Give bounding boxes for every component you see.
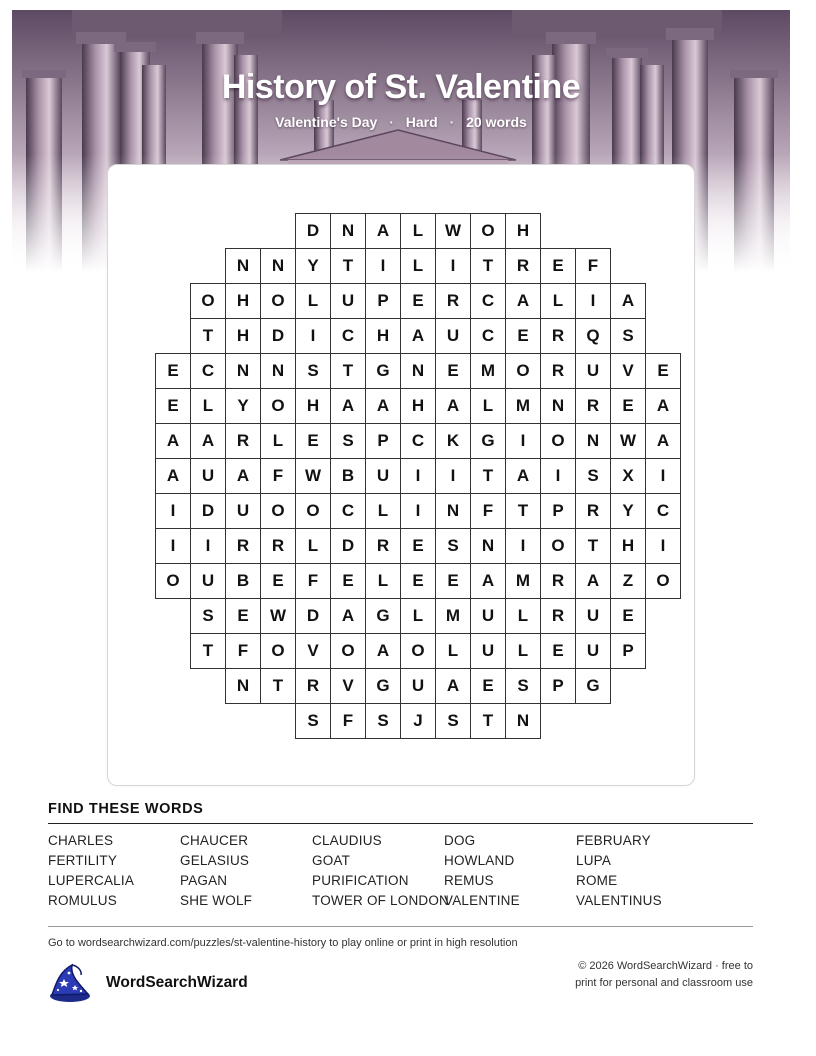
grid-cell[interactable]: R — [540, 563, 576, 599]
grid-cell[interactable]: W — [610, 423, 646, 459]
grid-cell[interactable]: T — [575, 528, 611, 564]
grid-cell[interactable]: Y — [295, 248, 331, 284]
grid-cell[interactable]: G — [470, 423, 506, 459]
grid-cell[interactable]: F — [295, 563, 331, 599]
word-list-item: HOWLAND — [444, 853, 515, 868]
grid-cell[interactable]: M — [435, 598, 471, 634]
grid-cell[interactable]: I — [505, 423, 541, 459]
grid-cell[interactable]: A — [435, 668, 471, 704]
grid-cell[interactable]: T — [470, 703, 506, 739]
grid-cell[interactable]: O — [260, 388, 296, 424]
grid-cell[interactable]: E — [330, 563, 366, 599]
grid-cell[interactable]: O — [190, 283, 226, 319]
separator-dot: · — [389, 114, 394, 130]
grid-cell[interactable]: O — [645, 563, 681, 599]
word-list-item: PURIFICATION — [312, 873, 409, 888]
grid-cell[interactable]: U — [470, 598, 506, 634]
word-list-item: VALENTINUS — [576, 893, 662, 908]
grid-cell[interactable]: E — [540, 248, 576, 284]
grid-cell[interactable]: A — [365, 633, 401, 669]
grid-cell[interactable]: W — [435, 213, 471, 249]
word-list-item: GELASIUS — [180, 853, 250, 868]
grid-cell[interactable]: F — [470, 493, 506, 529]
grid-cell[interactable]: A — [505, 283, 541, 319]
grid-cell[interactable]: N — [225, 248, 261, 284]
grid-cell[interactable]: A — [645, 388, 681, 424]
word-list-item: CHAUCER — [180, 833, 249, 848]
grid-cell[interactable]: A — [575, 563, 611, 599]
grid-cell[interactable]: U — [470, 633, 506, 669]
grid-cell[interactable]: T — [330, 248, 366, 284]
grid-cell[interactable]: K — [435, 423, 471, 459]
grid-cell[interactable]: T — [470, 458, 506, 494]
grid-cell[interactable]: E — [400, 563, 436, 599]
grid-cell[interactable]: O — [540, 528, 576, 564]
grid-cell[interactable]: O — [540, 423, 576, 459]
grid-cell[interactable]: I — [400, 493, 436, 529]
grid-cell[interactable]: U — [365, 458, 401, 494]
grid-cell[interactable]: U — [330, 283, 366, 319]
grid-cell[interactable]: B — [225, 563, 261, 599]
word-list-item: LUPA — [576, 853, 612, 868]
grid-cell[interactable]: N — [225, 353, 261, 389]
grid-cell[interactable]: G — [365, 353, 401, 389]
brand[interactable] — [48, 963, 248, 1003]
grid-cell[interactable]: A — [610, 283, 646, 319]
grid-cell[interactable]: R — [225, 528, 261, 564]
grid-cell[interactable]: P — [540, 668, 576, 704]
grid-cell[interactable]: W — [295, 458, 331, 494]
grid-cell[interactable]: D — [260, 318, 296, 354]
grid-cell[interactable]: L — [365, 563, 401, 599]
grid-cell[interactable]: T — [505, 493, 541, 529]
grid-cell[interactable]: V — [330, 668, 366, 704]
grid-cell[interactable]: L — [400, 213, 436, 249]
footer-url-text: Go to wordsearchwizard.com/puzzles/st-valentine-history to play online or print in high resolution — [48, 937, 518, 949]
grid-cell[interactable]: R — [575, 388, 611, 424]
grid-cell[interactable]: A — [470, 563, 506, 599]
grid-cell[interactable]: I — [505, 528, 541, 564]
grid-cell[interactable]: G — [575, 668, 611, 704]
grid-cell[interactable]: R — [225, 423, 261, 459]
grid-cell[interactable]: P — [365, 423, 401, 459]
grid-cell[interactable]: P — [365, 283, 401, 319]
grid-cell[interactable]: R — [295, 668, 331, 704]
grid-cell[interactable]: L — [505, 598, 541, 634]
theme-label: Valentine's Day — [275, 114, 378, 130]
grid-cell[interactable]: C — [470, 283, 506, 319]
grid-cell[interactable]: S — [435, 528, 471, 564]
puzzle-title: History of St. Valentine — [221, 68, 581, 106]
grid-cell[interactable]: E — [155, 353, 191, 389]
word-list-item: TOWER OF LONDON — [312, 893, 450, 908]
grid-cell[interactable]: S — [365, 703, 401, 739]
grid-cell[interactable]: E — [540, 633, 576, 669]
word-list-item: ROMULUS — [48, 893, 117, 908]
grid-cell[interactable]: C — [330, 493, 366, 529]
grid-cell[interactable]: A — [645, 423, 681, 459]
grid-cell[interactable]: E — [260, 563, 296, 599]
grid-cell[interactable]: O — [155, 563, 191, 599]
grid-cell[interactable]: I — [435, 458, 471, 494]
grid-cell[interactable]: S — [575, 458, 611, 494]
grid-cell[interactable]: O — [260, 633, 296, 669]
grid-cell[interactable]: H — [610, 528, 646, 564]
grid-cell[interactable]: L — [295, 528, 331, 564]
grid-cell[interactable]: E — [435, 563, 471, 599]
grid-cell[interactable]: H — [505, 213, 541, 249]
grid-cell[interactable]: E — [225, 598, 261, 634]
grid-cell[interactable]: I — [400, 458, 436, 494]
grid-cell[interactable]: J — [400, 703, 436, 739]
grid-cell[interactable]: U — [225, 493, 261, 529]
grid-cell[interactable]: L — [400, 248, 436, 284]
grid-cell[interactable]: E — [505, 318, 541, 354]
word-list-item: DOG — [444, 833, 476, 848]
grid-cell[interactable]: P — [540, 493, 576, 529]
grid-cell[interactable]: O — [400, 633, 436, 669]
grid-cell[interactable]: O — [260, 493, 296, 529]
grid-cell[interactable]: N — [435, 493, 471, 529]
grid-cell[interactable]: N — [260, 248, 296, 284]
grid-cell[interactable]: O — [295, 493, 331, 529]
grid-cell[interactable]: A — [190, 423, 226, 459]
word-count-label: 20 words — [466, 114, 527, 130]
grid-cell[interactable]: D — [190, 493, 226, 529]
footer-divider — [48, 926, 753, 927]
grid-cell[interactable]: H — [225, 318, 261, 354]
grid-cell[interactable]: L — [540, 283, 576, 319]
grid-cell[interactable]: E — [610, 598, 646, 634]
grid-cell[interactable]: N — [330, 213, 366, 249]
grid-cell[interactable]: A — [330, 598, 366, 634]
grid-cell[interactable]: R — [435, 283, 471, 319]
grid-cell[interactable]: I — [645, 458, 681, 494]
copyright-text: © 2026 WordSearchWizard · free to print for personal and classroom use — [575, 960, 753, 989]
grid-cell[interactable]: U — [190, 458, 226, 494]
grid-cell[interactable]: I — [365, 248, 401, 284]
grid-cell[interactable]: D — [295, 213, 331, 249]
grid-cell[interactable]: T — [470, 248, 506, 284]
grid-cell[interactable]: C — [645, 493, 681, 529]
grid-cell[interactable]: U — [190, 563, 226, 599]
grid-cell[interactable]: U — [400, 668, 436, 704]
grid-cell[interactable]: B — [330, 458, 366, 494]
grid-cell[interactable]: C — [330, 318, 366, 354]
grid-cell[interactable]: N — [400, 353, 436, 389]
separator-dot: · — [449, 114, 455, 130]
grid-cell[interactable]: H — [365, 318, 401, 354]
puzzle-subtitle — [12, 114, 790, 130]
word-list-item: FEBRUARY — [576, 833, 651, 848]
grid-cell[interactable]: C — [190, 353, 226, 389]
grid-cell[interactable]: I — [295, 318, 331, 354]
grid-cell[interactable]: A — [155, 458, 191, 494]
grid-cell[interactable]: I — [435, 248, 471, 284]
grid-cell[interactable]: I — [645, 528, 681, 564]
grid-cell[interactable]: R — [575, 493, 611, 529]
grid-cell[interactable]: Y — [225, 388, 261, 424]
grid-cell[interactable]: D — [330, 528, 366, 564]
grid-cell[interactable]: A — [365, 388, 401, 424]
word-list-item: FERTILITY — [48, 853, 118, 868]
grid-cell[interactable]: S — [190, 598, 226, 634]
grid-cell[interactable]: C — [400, 423, 436, 459]
grid-cell[interactable]: F — [575, 248, 611, 284]
grid-cell[interactable]: T — [190, 633, 226, 669]
grid-cell[interactable]: R — [505, 248, 541, 284]
grid-cell[interactable]: S — [610, 318, 646, 354]
grid-cell[interactable]: M — [470, 353, 506, 389]
grid-cell[interactable]: S — [330, 423, 366, 459]
grid-cell[interactable]: I — [540, 458, 576, 494]
grid-cell[interactable]: N — [505, 703, 541, 739]
grid-cell[interactable]: P — [610, 633, 646, 669]
grid-cell[interactable]: F — [225, 633, 261, 669]
grid-cell[interactable]: C — [470, 318, 506, 354]
wizard-hat-icon — [48, 963, 92, 1003]
grid-cell[interactable]: A — [330, 388, 366, 424]
grid-cell[interactable]: L — [260, 423, 296, 459]
word-list-item: LUPERCALIA — [48, 873, 135, 888]
grid-cell[interactable]: A — [505, 458, 541, 494]
grid-cell[interactable]: O — [260, 283, 296, 319]
grid-cell[interactable]: E — [155, 388, 191, 424]
grid-cell[interactable]: X — [610, 458, 646, 494]
grid-cell[interactable]: R — [365, 528, 401, 564]
brand-name: WordSearchWizard — [106, 974, 248, 991]
grid-cell[interactable]: V — [295, 633, 331, 669]
grid-cell[interactable]: E — [610, 388, 646, 424]
grid-cell[interactable]: E — [645, 353, 681, 389]
grid-cell[interactable]: N — [260, 353, 296, 389]
grid-cell[interactable]: I — [575, 283, 611, 319]
grid-cell[interactable]: N — [540, 388, 576, 424]
grid-cell[interactable]: N — [225, 668, 261, 704]
grid-cell[interactable]: F — [260, 458, 296, 494]
grid-cell[interactable]: I — [190, 528, 226, 564]
word-list-item: VALENTINE — [444, 893, 520, 908]
grid-cell[interactable]: L — [505, 633, 541, 669]
grid-cell[interactable]: U — [575, 353, 611, 389]
letter-grid[interactable] — [155, 213, 680, 738]
grid-cell[interactable]: S — [435, 703, 471, 739]
grid-cell[interactable]: U — [435, 318, 471, 354]
grid-cell[interactable]: A — [400, 318, 436, 354]
grid-cell[interactable]: I — [155, 528, 191, 564]
grid-cell[interactable]: R — [540, 598, 576, 634]
grid-cell[interactable]: U — [575, 598, 611, 634]
word-list-item: ROME — [576, 873, 618, 888]
grid-cell[interactable]: L — [435, 633, 471, 669]
grid-cell[interactable]: T — [330, 353, 366, 389]
grid-cell[interactable]: M — [505, 388, 541, 424]
word-list-item: CLAUDIUS — [312, 833, 382, 848]
grid-cell[interactable]: E — [400, 283, 436, 319]
word-list-item: SHE WOLF — [180, 893, 253, 908]
grid-cell[interactable]: L — [190, 388, 226, 424]
grid-cell[interactable]: H — [400, 388, 436, 424]
grid-cell[interactable]: S — [505, 668, 541, 704]
difficulty-label: Hard — [405, 114, 438, 130]
grid-cell[interactable]: Z — [610, 563, 646, 599]
word-list-item: GOAT — [312, 853, 351, 868]
grid-cell[interactable]: R — [540, 353, 576, 389]
grid-cell[interactable]: R — [540, 318, 576, 354]
grid-cell[interactable]: O — [470, 213, 506, 249]
grid-cell[interactable]: E — [400, 528, 436, 564]
grid-cell[interactable]: E — [435, 353, 471, 389]
grid-cell[interactable]: N — [470, 528, 506, 564]
grid-cell[interactable]: H — [225, 283, 261, 319]
grid-cell[interactable]: O — [330, 633, 366, 669]
grid-cell[interactable]: L — [400, 598, 436, 634]
grid-cell[interactable]: Y — [610, 493, 646, 529]
grid-cell[interactable]: L — [295, 283, 331, 319]
grid-cell[interactable]: N — [575, 423, 611, 459]
word-list-item: REMUS — [444, 873, 494, 888]
grid-cell[interactable]: I — [155, 493, 191, 529]
grid-cell[interactable]: A — [225, 458, 261, 494]
grid-cell[interactable]: E — [470, 668, 506, 704]
grid-cell[interactable]: A — [155, 423, 191, 459]
grid-cell[interactable]: L — [365, 493, 401, 529]
word-list-heading: FIND THESE WORDS — [48, 801, 204, 817]
grid-cell[interactable]: T — [190, 318, 226, 354]
word-list-item: PAGAN — [180, 873, 228, 888]
grid-cell[interactable]: O — [505, 353, 541, 389]
grid-cell[interactable]: M — [505, 563, 541, 599]
grid-cell[interactable]: S — [295, 353, 331, 389]
grid-cell[interactable]: S — [295, 703, 331, 739]
grid-cell[interactable]: F — [330, 703, 366, 739]
grid-cell[interactable]: L — [470, 388, 506, 424]
grid-cell[interactable]: E — [295, 423, 331, 459]
grid-cell[interactable]: A — [365, 213, 401, 249]
word-list-divider — [48, 823, 753, 824]
grid-cell[interactable]: U — [575, 633, 611, 669]
grid-cell[interactable]: Q — [575, 318, 611, 354]
grid-cell[interactable]: W — [260, 598, 296, 634]
word-list-item: CHARLES — [48, 833, 114, 848]
grid-cell[interactable]: A — [435, 388, 471, 424]
grid-cell[interactable]: D — [295, 598, 331, 634]
grid-cell[interactable]: T — [260, 668, 296, 704]
grid-cell[interactable]: G — [365, 668, 401, 704]
grid-cell[interactable]: V — [610, 353, 646, 389]
grid-cell[interactable]: H — [295, 388, 331, 424]
grid-cell[interactable]: R — [260, 528, 296, 564]
grid-cell[interactable]: G — [365, 598, 401, 634]
